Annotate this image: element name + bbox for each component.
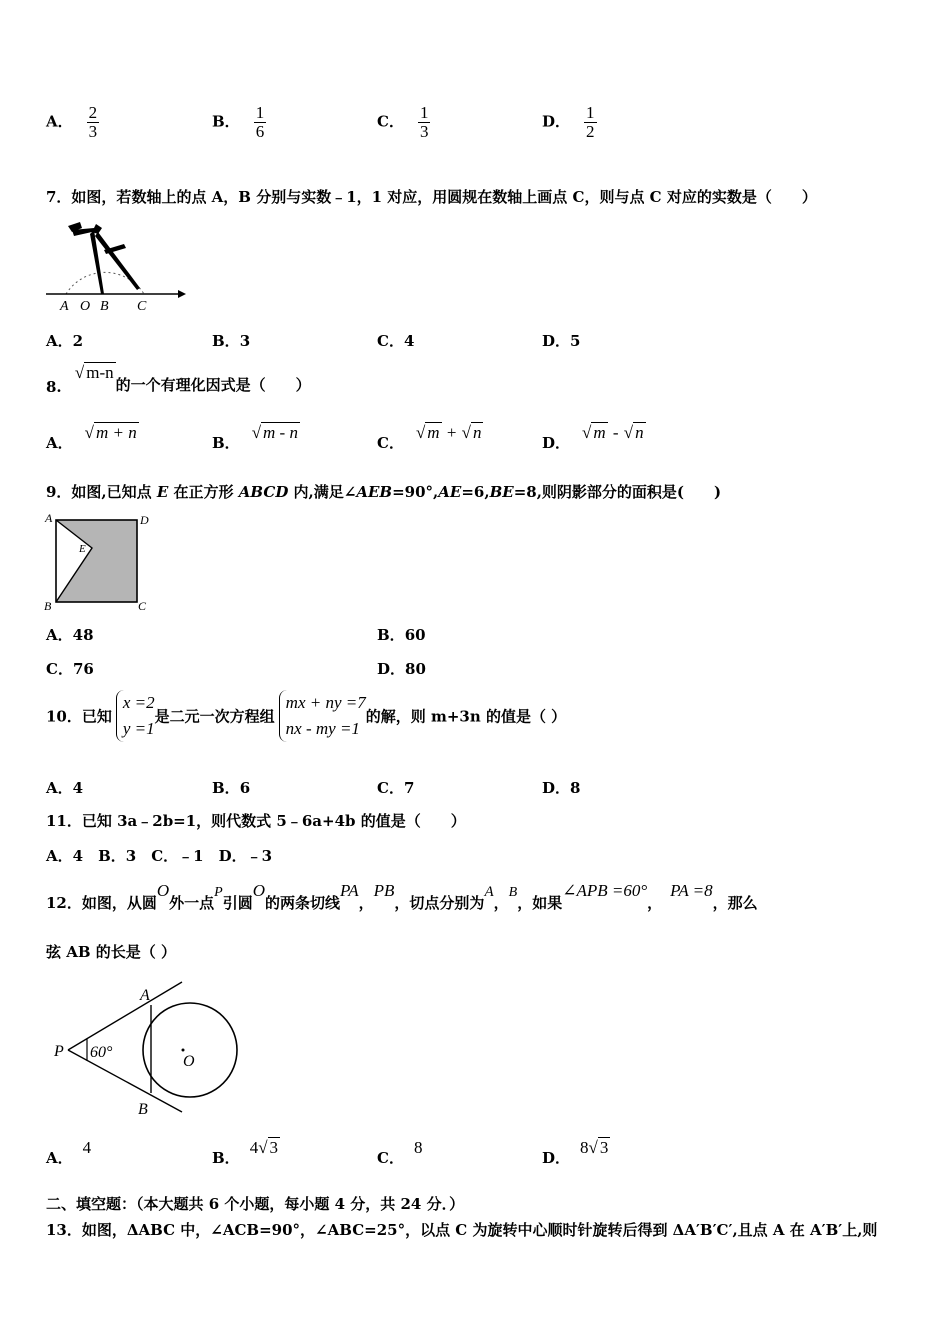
q7-option-b: B．3 <box>212 332 251 350</box>
q7-label-c: C <box>137 299 147 314</box>
q9-option-c: C．76 <box>46 660 94 678</box>
q7-label-b: B <box>100 299 109 314</box>
svg-text:A: A <box>45 511 53 525</box>
q12-tangent-pa <box>68 982 182 1050</box>
q8-option-d: D．√ m - √ n <box>542 423 644 452</box>
q7-option-c: C．4 <box>377 332 415 350</box>
svg-text:C: C <box>138 599 147 613</box>
q6-option-b-fraction: $\frac{1}{6}$ <box>255 103 265 141</box>
q8-stem: 8. √ m-n的一个有理化因式是（ ） <box>46 363 311 396</box>
q7-label-a: A <box>60 299 69 314</box>
q8-option-c: C．√ m + √ n <box>377 423 482 452</box>
q9-square-figure <box>42 510 154 616</box>
q10-stem: 10．已知 x =2 y =1 是二元一次方程组 mx + ny =7 nx - my =1 的解，则 m+3n 的值是（ ） <box>46 690 566 742</box>
svg-text:D: D <box>140 513 149 527</box>
svg-text:E: E <box>79 543 86 555</box>
q7-option-a: A．2 <box>46 332 84 350</box>
q9-option-d: D．80 <box>377 660 426 678</box>
q10-equation-system: mx + ny =7 nx - my =1 <box>279 690 366 742</box>
q12-center-dot <box>182 1049 185 1052</box>
q6-option-d: D． $\frac{1}{2}$ <box>542 103 595 141</box>
svg-text:P: P <box>54 1043 64 1060</box>
q8-radical: √ m-n <box>74 363 114 382</box>
q7-option-d: D．5 <box>542 332 581 350</box>
q7-arrow-head <box>178 290 186 298</box>
q6-option-c-fraction: $\frac{1}{3}$ <box>419 103 429 141</box>
q10-option-a: A．4 <box>46 779 84 797</box>
svg-text:B: B <box>44 599 52 613</box>
q6-option-c: C． $\frac{1}{3}$ <box>377 103 429 141</box>
q7-compass-figure <box>44 218 186 316</box>
q12-circle-figure <box>50 978 246 1118</box>
q11-options: A．4 B．3 C．﹣1 D．﹣3 <box>46 847 273 865</box>
compass-icon <box>68 222 140 294</box>
q6-option-a: A． $\frac{2}{3}$ <box>46 103 98 141</box>
q12-option-b: B．4√ 3 <box>212 1138 279 1167</box>
q7-label-o: O <box>80 299 91 314</box>
q12-stem-line2: 弦 AB 的长是（ ） <box>46 943 176 961</box>
q12-option-a: A．4 <box>46 1138 92 1167</box>
q6-option-b: B． $\frac{1}{6}$ <box>212 103 265 141</box>
svg-text:B: B <box>138 1101 148 1118</box>
q12-stem-line1: 12．如图，从圆O外一点P引圆O的两条切线PA，PB，切点分别为A，B，如果∠APB =60°，PA =8，那么 <box>46 881 758 912</box>
svg-text:A: A <box>140 987 150 1004</box>
q6-option-a-fraction: $\frac{2}{3}$ <box>88 103 98 141</box>
q10-option-d: D．8 <box>542 779 581 797</box>
q9-option-b: B．60 <box>377 626 426 644</box>
q13-stem: 13．如图，ΔABC 中，∠ACB=90°，∠ABC=25°，以点 C 为旋转中心顺时针旋转后得到 ΔA′B′C′,且点 A 在 A′B′上,则 <box>46 1221 878 1239</box>
section-2-heading: 二、填空题：（本大题共 6 个小题，每小题 4 分，共 24 分．） <box>46 1195 465 1213</box>
q10-option-c: C．7 <box>377 779 415 797</box>
q10-solution-system: x =2 y =1 <box>116 690 155 742</box>
q12-circle-o <box>143 1003 237 1097</box>
q12-option-c: C．8 <box>377 1138 423 1167</box>
q9-option-a: A．48 <box>46 626 94 644</box>
q12-tangent-pb <box>68 1050 182 1112</box>
q12-option-d: D．8√ 3 <box>542 1138 609 1167</box>
q6-option-d-fraction: $\frac{1}{2}$ <box>586 103 595 141</box>
svg-text:60°: 60° <box>90 1044 113 1061</box>
q11-stem: 11．已知 3a﹣2b=1，则代数式 5﹣6a+4b 的值是（ ） <box>46 812 466 830</box>
svg-text:O: O <box>183 1053 195 1070</box>
q9-stem: 9．如图,已知点 E 在正方形 ABCD 内,满足∠AEB=90°,AE=6,BE=8,则阴影部分的面积是( ) <box>46 483 722 501</box>
q8-option-b: B．√ m - n <box>212 423 298 452</box>
q8-option-a: A．√ m + n <box>46 423 137 452</box>
q9-shaded-region <box>56 520 137 602</box>
q10-option-b: B．6 <box>212 779 251 797</box>
q7-stem: 7．如图，若数轴上的点 A，B 分别与实数﹣1，1 对应，用圆规在数轴上画点 C，则与点 C 对应的实数是（ ） <box>46 188 817 206</box>
